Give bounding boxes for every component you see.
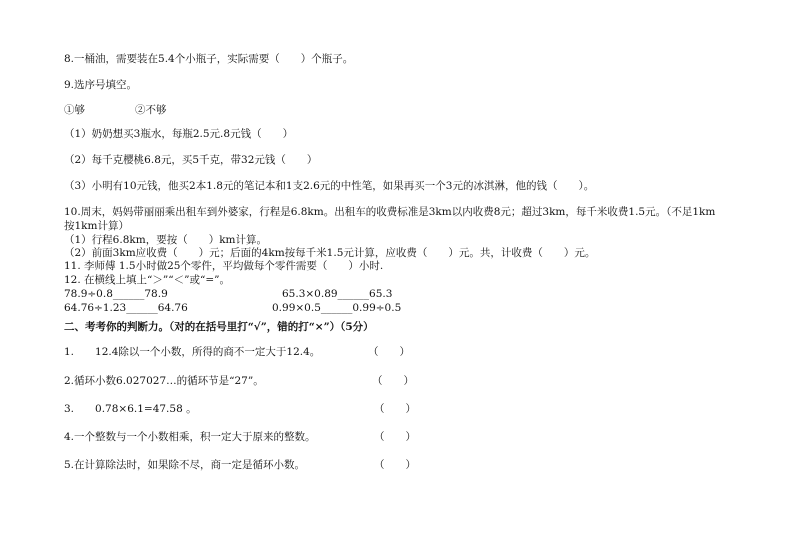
q9-item-1: （1）奶奶想买3瓶水，每瓶2.5元.8元钱（ ）	[64, 128, 294, 140]
judgment-5: 5.在计算除法时，如果除不尽，商一定是循环小数。	[64, 459, 306, 471]
question-10-line-1: 10.周末，妈妈带丽丽乘出租车到外婆家，行程是6.8km。出租车的收费标准是3km以内收费8元；超过3km，每千米收费1.5元。（不足1km	[64, 206, 716, 218]
judgment-3-parens: （ ）	[374, 403, 416, 415]
judgment-5-parens: （ ）	[374, 459, 416, 471]
q12-compare-d: 0.99×0.5______0.99÷0.5	[272, 302, 402, 314]
judgment-3: 3. 0.78×6.1=47.58 。	[64, 403, 197, 415]
q12-compare-c: 64.76÷1.23______64.76	[64, 302, 188, 314]
q9-item-3: （3）小明有10元钱，他买2本1.8元的笔记本和1支2.6元的中性笔，如果再买一个3元的冰淇淋，他的钱（ ）。	[64, 180, 595, 192]
judgment-2: 2.循环小数6.027027…的循环节是“27”。	[64, 375, 264, 387]
question-11: 11. 李师傅 1.5小时做25个零件，平均做每个零件需要（ ）小时.	[64, 260, 384, 272]
judgment-1-parens: （ ）	[368, 346, 410, 358]
q12-compare-a: 78.9÷0.8______78.9	[64, 288, 168, 300]
judgment-2-parens: （ ）	[372, 375, 414, 387]
judgment-1: 1. 12.4除以一个小数，所得的商不一定大于12.4。	[64, 346, 321, 358]
question-12: 12. 在横线上填上“＞”“＜”或“=”。	[64, 274, 231, 286]
question-8: 8.一桶油，需要装在5.4个小瓶子，实际需要（ ）个瓶子。	[64, 53, 354, 65]
section-2-heading: 二、考考你的判断力。（对的在括号里打“√”，错的打“×”）（5分）	[64, 321, 374, 333]
q12-compare-b: 65.3×0.89______65.3	[282, 288, 393, 300]
judgment-4-parens: （ ）	[374, 431, 416, 443]
judgment-4: 4.一个整数与一个小数相乘，积一定大于原来的整数。	[64, 431, 316, 443]
q10-item-1: （1）行程6.8km，要按（ ）km计算。	[64, 234, 268, 246]
q10-item-2: （2）前面3km应收费（ ）元；后面的4km按每千米1.5元计算，应收费（ ）元。共，计收费（ ）元。	[64, 247, 596, 259]
q9-option-1: ①够	[64, 104, 85, 116]
question-10-line-2: 按1km计算）	[64, 220, 129, 232]
question-9-title: 9.选序号填空。	[64, 79, 138, 91]
q9-option-2: ②不够	[135, 104, 167, 116]
q9-item-2: （2）每千克樱桃6.8元，买5千克，带32元钱（ ）	[64, 154, 318, 166]
